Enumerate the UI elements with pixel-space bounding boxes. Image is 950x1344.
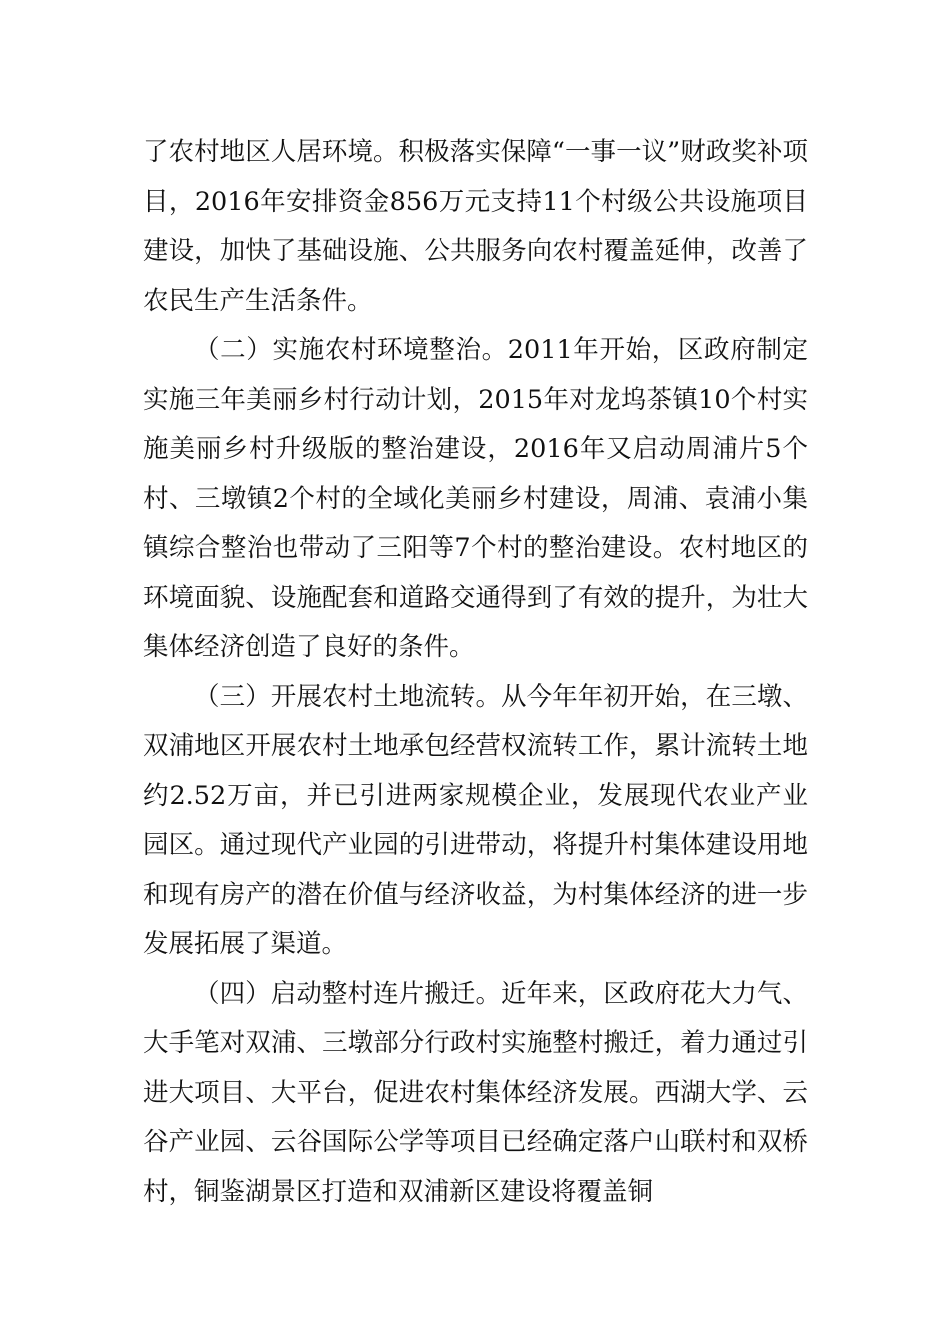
document-body (143, 128, 808, 1217)
paragraph-section-2: （二）实施农村环境整治。2011年开始，区政府制定实施三年美丽乡村行动计划，2015年对龙坞茶镇10个村实施美丽乡村升级版的整治建设，2016年又启动周浦片5个村、三墩镇2个村的全域化美丽乡村建设，周浦、袁浦小集镇综合整治也带动了三阳等7个村的整治建设。农村地区的环境面貌、设施配套和道路交通得到了有效的提升，为壮大集体经济创造了良好的条件。 (143, 335, 808, 662)
paragraph-section-4: （四）启动整村连片搬迁。近年来，区政府花大力气、大手笔对双浦、三墩部分行政村实施整村搬迁，着力通过引进大项目、大平台，促进农村集体经济发展。西湖大学、云谷产业园、云谷国际公学等项目已经确定落户山联村和双桥村，铜鉴湖景区打造和双浦新区建设将覆盖铜 (143, 978, 808, 1207)
paragraph-continuation: 了农村地区人居环境。积极落实保障“一事一议”财政奖补项目，2016年安排资金856万元支持11个村级公共设施项目建设，加快了基础设施、公共服务向农村覆盖延伸，改善了农民生产生活条件。 (143, 137, 808, 316)
paragraph-section-3: （三）开展农村土地流转。从今年年初开始，在三墩、双浦地区开展农村土地承包经营权流转工作，累计流转土地约2.52万亩，并已引进两家规模企业，发展现代农业产业园区。通过现代产业园的引进带动，将提升村集体建设用地和现有房产的潜在价值与经济收益，为村集体经济的进一步发展拓展了渠道。 (143, 681, 808, 959)
